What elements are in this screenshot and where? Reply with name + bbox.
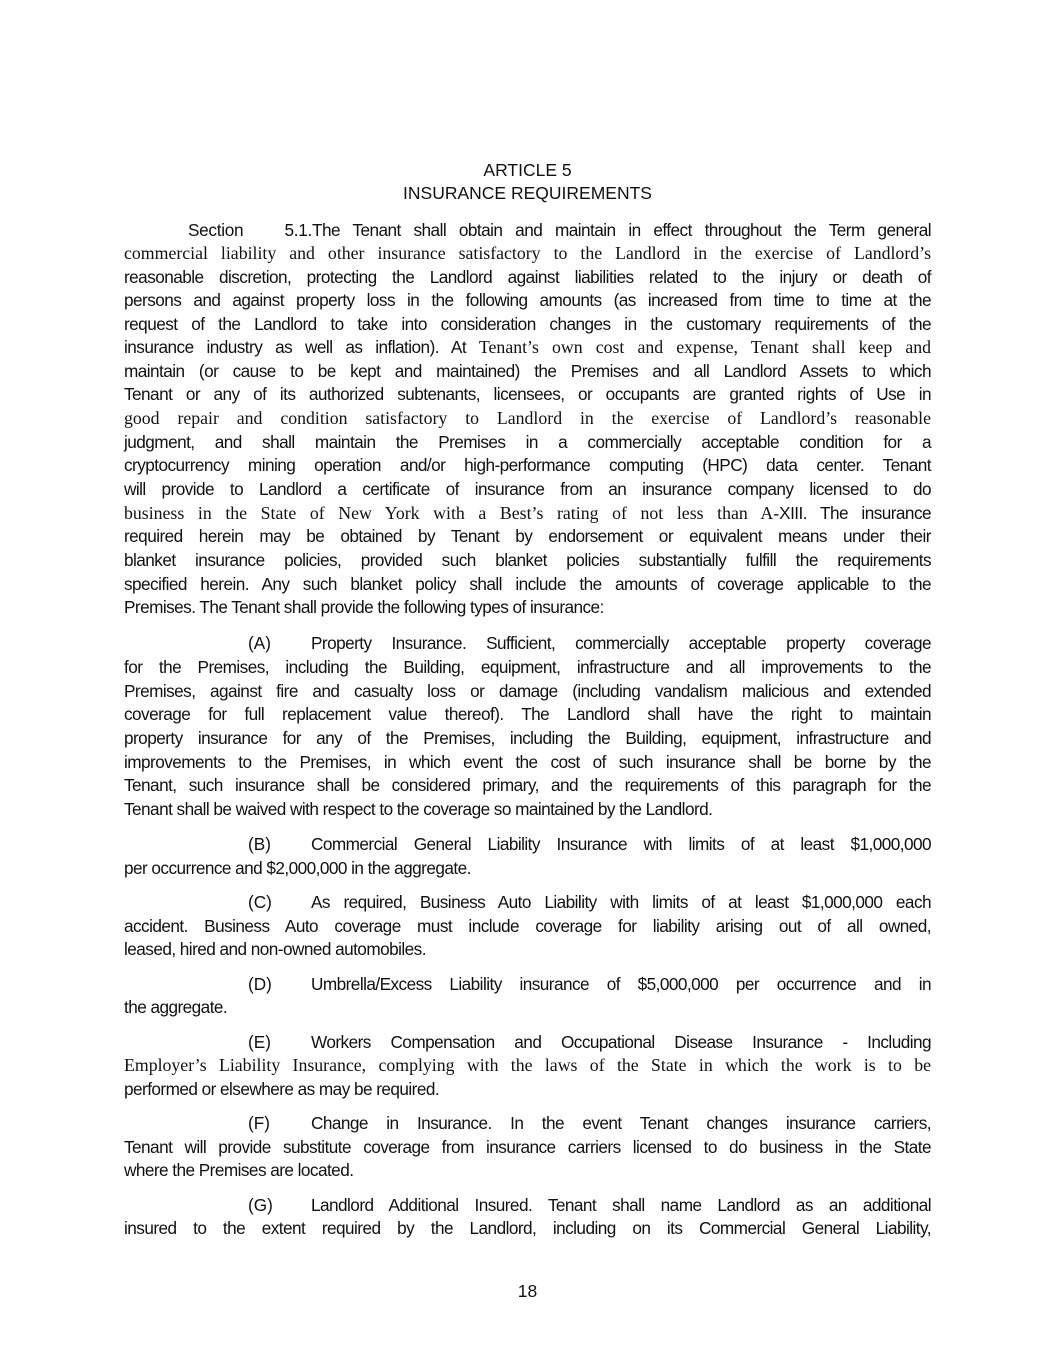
paragraph-line: Employer’s Liability Insurance, complying with the laws of the State in which the work is to be <box>124 1055 931 1075</box>
paragraph-line: Tenant or any of its authorized subtenants, licensees, or occupants are granted rights of Use in <box>124 384 931 404</box>
paragraph-line: per occurrence and $2,000,000 in the aggregate. <box>124 858 471 878</box>
item-label: (C) <box>248 892 272 912</box>
paragraph-line: performed or elsewhere as may be required. <box>124 1079 440 1099</box>
paragraph-line: Premises, against fire and casualty loss or damage (including vandalism malicious and extended <box>124 681 931 701</box>
paragraph-line: maintain (or cause to be kept and maintained) the Premises and all Landlord Assets to which <box>124 361 931 381</box>
page-number: 18 <box>517 1281 538 1301</box>
paragraph-line: property insurance for any of the Premises, including the Building, equipment, infrastructure and <box>124 728 931 748</box>
item-label: (D) <box>248 974 272 994</box>
paragraph-line: persons and against property loss in the following amounts (as increased from time to time at the <box>124 290 931 310</box>
item-label: (B) <box>248 834 271 854</box>
paragraph-line: (C) As required, Business Auto Liability with limits of at least $1,000,000 each <box>248 892 931 912</box>
paragraph-line: Tenant shall be waived with respect to the coverage so maintained by the Landlord. <box>124 799 713 819</box>
paragraph-line: request of the Landlord to take into consideration changes in the customary requirements of the <box>124 314 931 334</box>
section-label: Section 5.1. <box>188 220 312 240</box>
paragraph-line: leased, hired and non-owned automobiles. <box>124 939 426 959</box>
paragraph-line: reasonable discretion, protecting the Landlord against liabilities related to the injury or death of <box>124 267 931 287</box>
paragraph-line: Tenant, such insurance shall be considered primary, and the requirements of this paragraph for the <box>124 775 931 795</box>
paragraph-line: (E) Workers Compensation and Occupational Disease Insurance - Including <box>248 1032 931 1052</box>
paragraph-line: where the Premises are located. <box>124 1160 354 1180</box>
paragraph-line: (F) Change in Insurance. In the event Tenant changes insurance carriers, <box>248 1113 931 1133</box>
paragraph-line: cryptocurrency mining operation and/or high-performance computing (HPC) data center. Tenant <box>124 455 931 475</box>
paragraph-line: insurance industry as well as inflation). At Tenant’s own cost and expense, Tenant shall keep and <box>124 337 931 357</box>
paragraph-line: the aggregate. <box>124 997 228 1017</box>
paragraph-line: (D) Umbrella/Excess Liability insurance of $5,000,000 per occurrence and in <box>248 974 931 994</box>
paragraph-line: blanket insurance policies, provided such blanket policies substantially fulfill the requirements <box>124 550 931 570</box>
article-title: INSURANCE REQUIREMENTS <box>403 183 652 203</box>
paragraph-line: required herein may be obtained by Tenant by endorsement or equivalent means under their <box>124 526 931 546</box>
paragraph-line: (G) Landlord Additional Insured. Tenant shall name Landlord as an additional <box>248 1195 931 1215</box>
item-label: (A) <box>248 633 271 653</box>
paragraph-line: specified herein. Any such blanket policy shall include the amounts of coverage applicable to the <box>124 574 931 594</box>
paragraph-line: judgment, and shall maintain the Premises in a commercially acceptable condition for a <box>124 432 931 452</box>
item-label: (F) <box>248 1113 270 1133</box>
paragraph-line: for the Premises, including the Building, equipment, infrastructure and all improvements to the <box>124 657 931 677</box>
paragraph-line: will provide to Landlord a certificate of insurance from an insurance company licensed to do <box>124 479 931 499</box>
paragraph-line: Tenant will provide substitute coverage from insurance carriers licensed to do business in the State <box>124 1137 931 1157</box>
paragraph-line: (A) Property Insurance. Sufficient, commercially acceptable property coverage <box>248 633 931 653</box>
item-label: (E) <box>248 1032 271 1052</box>
paragraph-line: good repair and condition satisfactory to Landlord in the exercise of Landlord’s reasonable <box>124 408 931 428</box>
paragraph-line: Section 5.1.The Tenant shall obtain and maintain in effect throughout the Term general <box>188 220 931 240</box>
paragraph-line: business in the State of New York with a Best’s rating of not less than A-XIII. The insurance <box>124 503 931 523</box>
paragraph-line: Premises. The Tenant shall provide the following types of insurance: <box>124 597 604 617</box>
paragraph-line: insured to the extent required by the Landlord, including on its Commercial General Liability, <box>124 1218 931 1238</box>
article-number: ARTICLE 5 <box>483 160 572 180</box>
paragraph-line: commercial liability and other insurance satisfactory to the Landlord in the exercise of Landlord’s <box>124 243 931 263</box>
item-label: (G) <box>248 1195 273 1215</box>
paragraph-line: (B) Commercial General Liability Insurance with limits of at least $1,000,000 <box>248 834 931 854</box>
paragraph-line: coverage for full replacement value thereof). The Landlord shall have the right to maintain <box>124 704 931 724</box>
paragraph-line: accident. Business Auto coverage must include coverage for liability arising out of all owned, <box>124 916 931 936</box>
paragraph-line: improvements to the Premises, in which event the cost of such insurance shall be borne by the <box>124 752 931 772</box>
